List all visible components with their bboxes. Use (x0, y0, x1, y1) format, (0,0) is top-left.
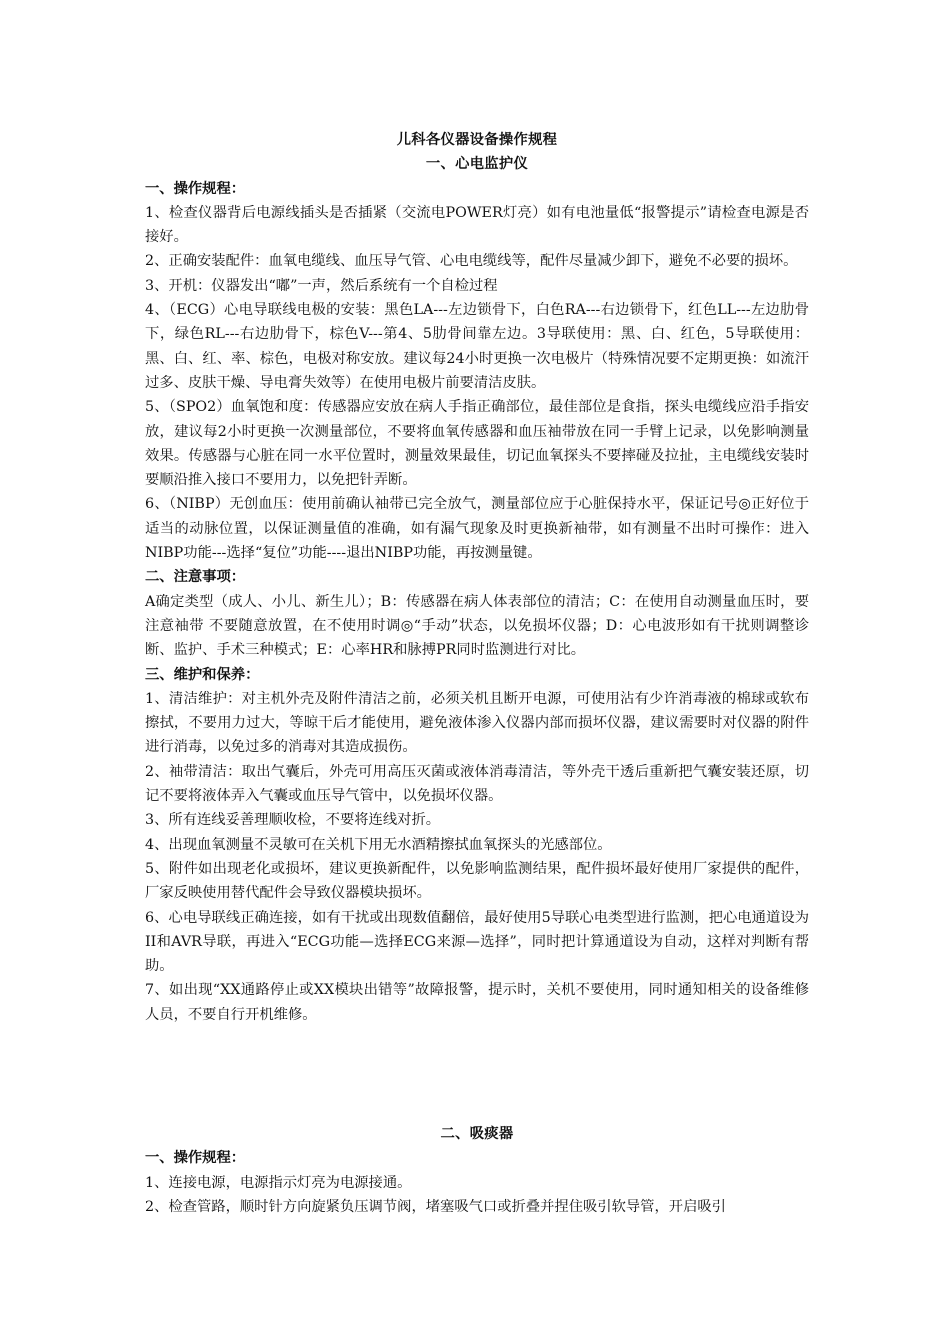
paragraph: 5、（SPO2）血氧饱和度：传感器应安放在病人手指正确部位，最佳部位是食指，探头电缆线应沿手指安放，建议每2小时更换一次测量部位，不要将血氧传感器和血压袖带放在同一手臂上记录，以免影响测量效果。传感器与心脏在同一水平位置时，测量效果最佳，切记血氧探头不要摔碰及拉扯，主电缆线安装时要顺沿推入接口不要用力，以免把针弄断。 (145, 399, 809, 489)
paragraph: 4、（ECG）心电导联线电极的安装：黑色LA---左边锁骨下，白色RA---右边锁骨下，红色LL---左边肋骨下，绿色RL---右边肋骨下，棕色V---第4、5肋骨间靠左边。3导联使用：黑、白、红色，5导联使用：黑、白、红、率、棕色，电极对称安放。建议每24小时更换一次电极片（特殊情况要不定期更换：如流汗过多、皮肤干燥、导电膏失效等）在使用电极片前要清洁皮肤。 (145, 302, 809, 391)
section-1 (145, 128, 809, 1027)
subheading-notes: 二、注意事项： (145, 569, 246, 586)
paragraph: 1、连接电源，电源指示灯亮为电源接通。 (145, 1174, 412, 1191)
paragraph: 4、出现血氧测量不灵敏可在关机下用无水酒精擦拭血氧探头的光感部位。 (145, 836, 612, 853)
section-2 (145, 1122, 809, 1219)
subheading-operation: 一、操作规程： (145, 1150, 246, 1167)
section-title: 二、吸痰器 (440, 1126, 514, 1142)
document-title: 儿科各仪器设备操作规程 (396, 132, 558, 148)
paragraph: 3、开机：仪器发出“嘟”一声，然后系统有一个自检过程 (145, 277, 498, 294)
paragraph: 6、（NIBP）无创血压：使用前确认袖带已完全放气，测量部位应于心脏保持水平，保证记号◎正好位于适当的动脉位置，以保证测量值的准确，如有漏气现象及时更换新袖带，如有测量不出时可操作：进入NIBP功能---选择“复位”功能----退出NIBP功能，再按测量键。 (145, 496, 809, 562)
paragraph: 5、附件如出现老化或损坏，建议更换新配件，以免影响监测结果，配件损坏最好使用厂家提供的配件，厂家反映使用替代配件会导致仪器模块损坏。 (145, 860, 809, 902)
subheading-maintenance: 三、维护和保养： (145, 666, 260, 683)
paragraph: 2、检查管路，顺时针方向旋紧负压调节阀，堵塞吸气口或折叠并捏住吸引软导管，开启吸引 (145, 1198, 726, 1215)
paragraph: 1、清洁维护：对主机外壳及附件清洁之前，必须关机且断开电源，可使用沾有少许消毒液的棉球或软布擦拭，不要用力过大，等晾干后才能使用，避免液体渗入仪器内部而损坏仪器，建议需要时对仪器的附件进行消毒，以免过多的消毒对其造成损伤。 (145, 690, 809, 756)
paragraph: 2、正确安装配件：血氧电缆线、血压导气管、心电电缆线等，配件尽量减少卸下，避免不必要的损坏。 (145, 253, 798, 270)
paragraph: 2、袖带清洁：取出气囊后，外壳可用高压灭菌或液体消毒清洁，等外壳干透后重新把气囊安装还原，切记不要将液体弄入气囊或血压导气管中，以免损坏仪器。 (145, 763, 809, 805)
paragraph: 1、检查仪器背后电源线插头是否插紧（交流电POWER灯亮）如有电池量低“报警提示”请检查电源是否接好。 (145, 204, 809, 246)
paragraph: 7、如出现“XX通路停止或XX模块出错等”故障报警，提示时，关机不要使用，同时通知相关的设备维修人员，不要自行开机维修。 (145, 982, 809, 1023)
paragraph: A确定类型（成人、小儿、新生儿）；B：传感器在病人体表部位的清洁；C：在使用自动测量血压时，要注意袖带 不要随意放置，在不使用时调◎“手动”状态，以免损坏仪器；D：心电波形如有干扰则调整诊断、监护、手术三种模式；E：心率HR和脉搏PR同时监测进行对比。 (145, 593, 809, 659)
paragraph: 6、心电导联线正确连接，如有干扰或出现数值翻倍，最好使用5导联心电类型进行监测，把心电通道设为II和AVR导联，再进入“ECG功能—选择ECG来源—选择”，同时把计算通道设为自动，这样对判断有帮助。 (145, 909, 809, 975)
paragraph: 3、所有连线妥善理顺收检，不要将连线对折。 (145, 812, 441, 829)
subheading-operation: 一、操作规程： (145, 180, 246, 197)
section-title: 一、心电监护仪 (425, 156, 529, 173)
